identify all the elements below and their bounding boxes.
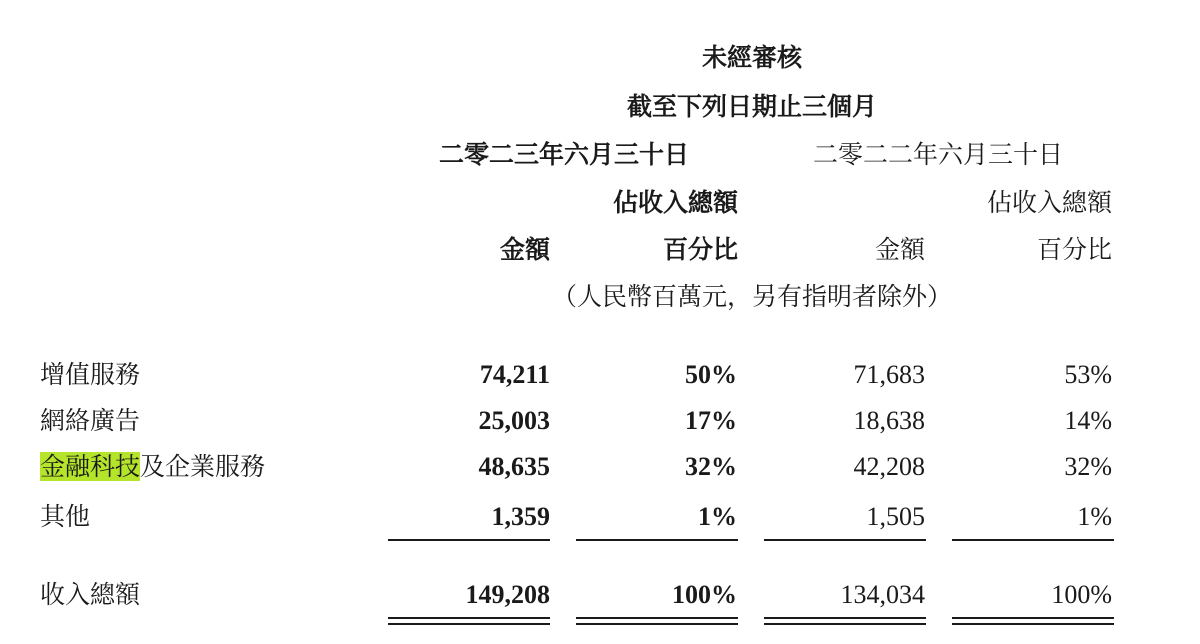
total-double-rule — [388, 617, 550, 619]
unit-note: （人民幣百萬元，另有指明者除外） — [551, 282, 953, 311]
total-double-rule — [388, 623, 550, 625]
total-double-rule — [576, 617, 738, 619]
total-double-rule — [764, 623, 926, 625]
total-label: 收入總額 — [40, 580, 141, 609]
date-2023-heading: 二零二三年六月三十日 — [438, 140, 690, 169]
row-label-fintech-business-services — [40, 454, 265, 479]
row-amount-2022: 71,683 — [853, 360, 925, 389]
pct-of-revenue-2023-heading: 佔收入總額 — [612, 188, 738, 217]
row-amount-2023: 25,003 — [478, 406, 550, 435]
subtotal-rule — [388, 539, 550, 541]
amount-2023-heading: 金額 — [499, 235, 550, 264]
total-amount-2023: 149,208 — [465, 580, 550, 609]
row-pct-2022: 14% — [1064, 406, 1112, 435]
row-pct-2023: 17% — [685, 406, 737, 435]
subtotal-rule — [952, 539, 1114, 541]
percentage-2023-heading: 百分比 — [662, 235, 738, 264]
audit-status-heading: 未經審核 — [701, 43, 803, 72]
percentage-2022-heading: 百分比 — [1036, 235, 1112, 264]
row-pct-2023: 50% — [685, 360, 737, 389]
subtotal-rule — [576, 539, 738, 541]
total-double-rule — [952, 623, 1114, 625]
row-amount-2022: 1,505 — [866, 502, 925, 531]
row-pct-2022: 1% — [1077, 502, 1112, 531]
period-heading: 截至下列日期止三個月 — [626, 92, 878, 121]
row-label-online-advertising: 網絡廣告 — [40, 406, 141, 435]
highlighted-text: 金融科技 — [40, 452, 141, 481]
total-amount-2022: 134,034 — [840, 580, 925, 609]
row-pct-2023: 32% — [685, 452, 737, 481]
row-label-value-added-services: 增值服務 — [40, 360, 141, 389]
total-pct-2022: 100% — [1051, 580, 1112, 609]
row-pct-2022: 53% — [1064, 360, 1112, 389]
label-rest: 及企業服務 — [140, 452, 266, 481]
row-amount-2022: 42,208 — [853, 452, 925, 481]
row-amount-2023: 1,359 — [491, 502, 550, 531]
pct-of-revenue-2022-heading: 佔收入總額 — [986, 188, 1112, 217]
row-amount-2023: 48,635 — [478, 452, 550, 481]
subtotal-rule — [764, 539, 926, 541]
row-amount-2022: 18,638 — [853, 406, 925, 435]
row-pct-2023: 1% — [698, 502, 737, 531]
row-amount-2023: 74,211 — [479, 360, 550, 389]
row-pct-2022: 32% — [1064, 452, 1112, 481]
total-double-rule — [764, 617, 926, 619]
row-label-others: 其他 — [40, 502, 91, 531]
amount-2022-heading: 金額 — [874, 235, 925, 264]
total-pct-2023: 100% — [672, 580, 737, 609]
total-double-rule — [576, 623, 738, 625]
total-double-rule — [952, 617, 1114, 619]
date-2022-heading: 二零二二年六月三十日 — [812, 140, 1064, 169]
